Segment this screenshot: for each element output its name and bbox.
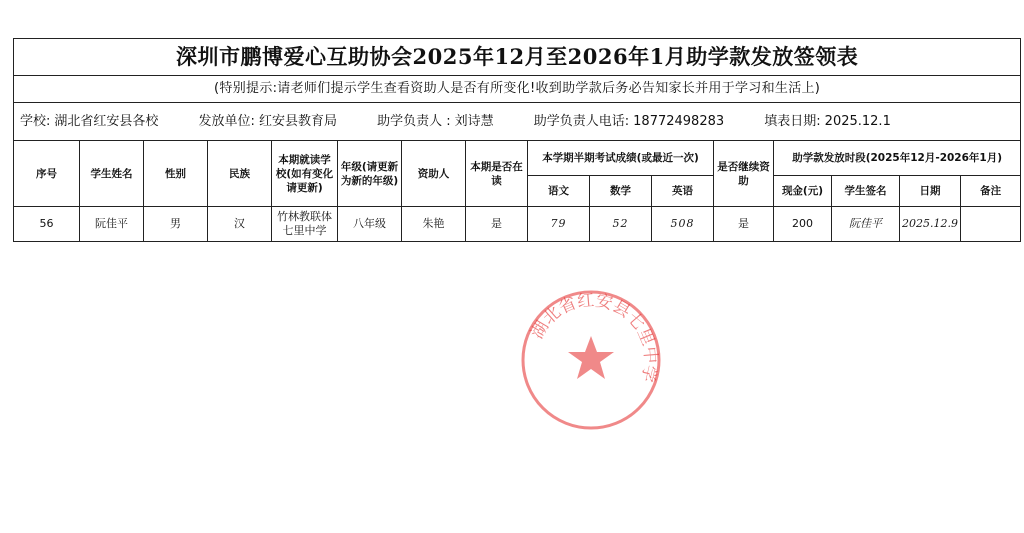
phone-label: 助学负责人电话: bbox=[533, 113, 630, 129]
col-header-date: 日期 bbox=[900, 176, 961, 207]
col-header-math: 数学 bbox=[590, 176, 652, 207]
table-row bbox=[14, 207, 1021, 242]
col-header-seq: 序号 bbox=[14, 141, 80, 207]
cell-math-score: 52 bbox=[590, 207, 652, 242]
fill-date-value: 2025.12.1 bbox=[824, 113, 891, 129]
col-header-cash: 现金(元) bbox=[774, 176, 832, 207]
contact-label: 助学负责人 : bbox=[377, 113, 451, 129]
cell-gender: 男 bbox=[144, 207, 208, 242]
cell-date: 2025.12.9 bbox=[900, 207, 961, 242]
form-title: 深圳市鹏博爱心互助协会2025年12月至2026年1月助学款发放签领表 bbox=[14, 39, 1021, 76]
col-header-name: 学生姓名 bbox=[80, 141, 144, 207]
cell-name: 阮佳平 bbox=[80, 207, 144, 242]
cell-ethnicity: 汉 bbox=[208, 207, 272, 242]
cell-school: 竹林教联体七里中学 bbox=[272, 207, 338, 242]
cell-sponsor: 朱艳 bbox=[402, 207, 466, 242]
col-header-school: 本期就读学校(如有变化请更新) bbox=[272, 141, 338, 207]
cell-continue: 是 bbox=[714, 207, 774, 242]
phone-value: 18772498283 bbox=[633, 113, 725, 129]
col-header-ethnicity: 民族 bbox=[208, 141, 272, 207]
issuer-value: 红安县教育局 bbox=[258, 113, 337, 129]
col-header-enrolled: 本期是否在读 bbox=[466, 141, 528, 207]
fill-date-label: 填表日期: bbox=[764, 113, 821, 129]
cell-signature: 阮佳平 bbox=[832, 207, 900, 242]
cell-chinese-score: 79 bbox=[528, 207, 590, 242]
issuer-field bbox=[199, 115, 355, 129]
special-notice: (特别提示:请老师们提示学生查看资助人是否有所变化!收到助学款后务必告知家长并用于学习和生活上) bbox=[14, 76, 1021, 103]
cell-enrolled: 是 bbox=[466, 207, 528, 242]
sign-off-table bbox=[13, 38, 1021, 242]
fill-date-field bbox=[764, 115, 909, 129]
school-value: 湖北省红安县各校 bbox=[54, 113, 159, 129]
col-header-scores-group: 本学期半期考试成绩(或最近一次) bbox=[528, 141, 714, 176]
cell-seq: 56 bbox=[14, 207, 80, 242]
cell-cash: 200 bbox=[774, 207, 832, 242]
sign-off-form bbox=[13, 38, 1020, 242]
school-seal-stamp bbox=[517, 286, 665, 434]
col-header-gender: 性别 bbox=[144, 141, 208, 207]
col-header-remark: 备注 bbox=[961, 176, 1021, 207]
col-header-payment-group: 助学款发放时段(2025年12月-2026年1月) bbox=[774, 141, 1021, 176]
star-icon bbox=[568, 336, 614, 379]
col-header-continue: 是否继续资助 bbox=[714, 141, 774, 207]
school-field bbox=[20, 115, 176, 129]
form-info-line bbox=[14, 103, 1021, 141]
col-header-chinese: 语文 bbox=[528, 176, 590, 207]
col-header-signature: 学生签名 bbox=[832, 176, 900, 207]
col-header-sponsor: 资助人 bbox=[402, 141, 466, 207]
school-label: 学校: bbox=[20, 113, 51, 129]
cell-grade: 八年级 bbox=[338, 207, 402, 242]
cell-remark bbox=[961, 207, 1021, 242]
contact-field bbox=[377, 115, 512, 129]
contact-value: 刘诗慧 bbox=[454, 113, 494, 129]
col-header-grade: 年级(请更新为新的年级) bbox=[338, 141, 402, 207]
issuer-label: 发放单位: bbox=[198, 113, 255, 129]
cell-english-score: 508 bbox=[652, 207, 714, 242]
seal-text: 湖北省红安县七里中学 bbox=[527, 290, 661, 385]
col-header-english: 英语 bbox=[652, 176, 714, 207]
phone-field bbox=[534, 115, 742, 129]
